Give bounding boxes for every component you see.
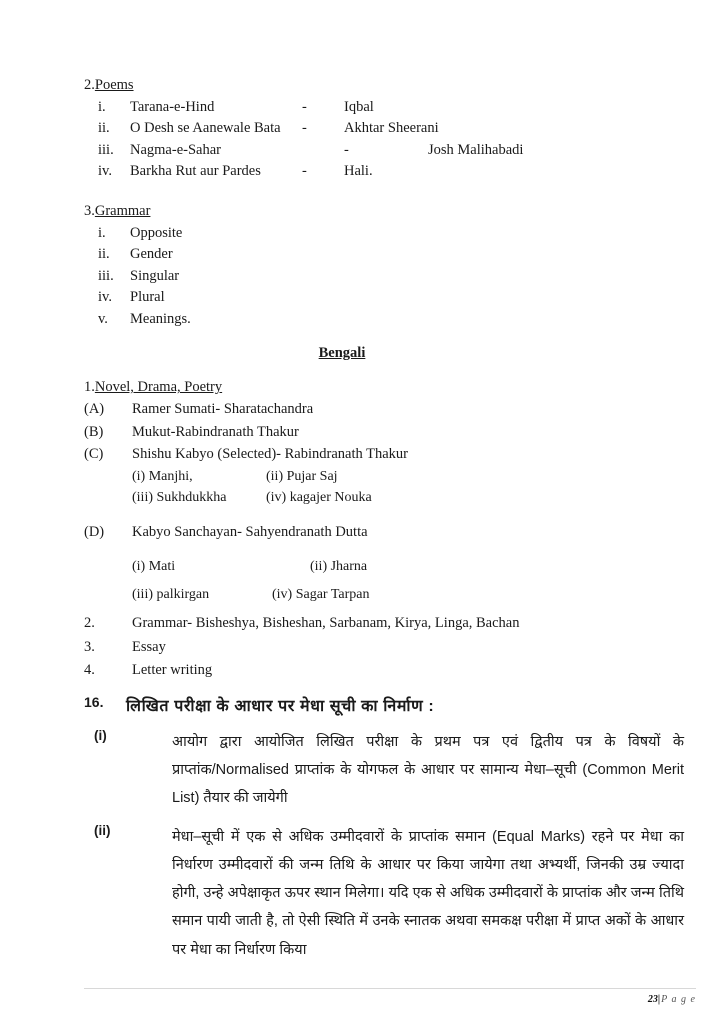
bengali-novel-heading-label: Novel, Drama, Poetry: [94, 379, 223, 396]
poems-item-dash: -: [302, 163, 307, 180]
poems-item-author: Josh Malihabadi: [428, 141, 524, 158]
paragraph-marker: (ii): [94, 822, 111, 838]
bengali-c-subitem-left: (iii) Sukhdukkha: [132, 489, 227, 505]
bengali-d-subitem-right: (iv) Sagar Tarpan: [272, 587, 370, 603]
question-16-number: 16.: [84, 693, 104, 710]
poems-item-number: iii.: [98, 141, 114, 158]
page-footer: [648, 994, 696, 1005]
grammar-list-item: [84, 290, 684, 305]
bengali-work-letter: (A): [84, 401, 105, 418]
bengali-work-item: [84, 425, 684, 440]
poems-list-item: [84, 143, 684, 158]
bengali-work-item-d: [84, 525, 684, 540]
poems-item-dash: -: [344, 141, 349, 158]
grammar-list-item: [84, 226, 684, 241]
poems-item-title: Nagma-e-Sahar: [130, 141, 221, 158]
footer-separator: |: [657, 994, 662, 1005]
grammar-heading-label: Grammar: [94, 202, 151, 219]
grammar-item-number: ii.: [98, 246, 110, 263]
grammar-item-number: iv.: [98, 289, 112, 306]
poems-item-title: Barkha Rut aur Pardes: [130, 163, 261, 180]
paragraph-text: आयोग द्वारा आयोजित लिखित परीक्षा के प्रथम पत्र एवं द्वितीय पत्र के विषयों के प्राप्तांक/Normalised प्राप्तांक के योगफल के आधार पर सामान्य मेधा–सूची (Common Merit List) तैयार की जायेगी: [172, 733, 684, 807]
bengali-c-subitem-row: [84, 470, 684, 484]
bengali-c-subitem-left: (i) Manjhi,: [132, 468, 193, 484]
poems-heading-label: Poems: [94, 77, 134, 93]
bengali-c-subitem-right: (iv) kagajer Nouka: [266, 489, 372, 505]
grammar-item-label: Plural: [130, 289, 165, 306]
grammar-list-item: [84, 312, 684, 327]
poems-item-author: Akhtar Sheerani: [344, 120, 439, 137]
spacer: [84, 333, 684, 346]
bengali-numbered-text: Letter writing: [132, 662, 213, 679]
poems-list: [84, 100, 684, 179]
poems-item-author: Hali.: [344, 163, 373, 180]
bengali-language-heading: Bengali: [318, 345, 366, 362]
spacer: [84, 186, 684, 204]
bengali-numbered-item: [84, 616, 684, 631]
bengali-numbered-number: 2.: [84, 615, 95, 632]
poems-heading-number: 2.: [84, 77, 95, 93]
bengali-c-subitem-right: (ii) Pujar Saj: [266, 468, 338, 484]
spacer: [84, 362, 684, 380]
bengali-work-text: Shishu Kabyo (Selected)- Rabindranath Thakur: [132, 446, 408, 463]
poems-item-dash: -: [302, 120, 307, 137]
poems-item-dash: -: [302, 98, 307, 115]
bengali-d-subitem-right: (ii) Jharna: [310, 559, 368, 575]
poems-list-item: [84, 121, 684, 136]
bengali-numbered-item: [84, 640, 684, 655]
poems-item-number: iv.: [98, 163, 112, 180]
footer-page-number: 23: [647, 994, 658, 1005]
poems-item-number: i.: [98, 98, 106, 115]
grammar-heading: [84, 204, 684, 220]
question-16-paragraph: [84, 728, 684, 813]
grammar-item-label: Gender: [130, 246, 173, 263]
question-16-paragraph: [84, 823, 684, 964]
paragraph-marker: (i): [94, 727, 107, 743]
bengali-work-letter: (B): [84, 423, 104, 440]
spacer: [84, 512, 684, 525]
bengali-numbered-item: [84, 663, 684, 678]
bengali-d-subitem-row: [84, 588, 684, 602]
poems-list-item: [84, 164, 684, 179]
page-content: [84, 78, 684, 974]
grammar-item-number: iii.: [98, 267, 114, 284]
bengali-work-letter: (C): [84, 446, 104, 463]
bengali-novel-heading: [84, 380, 684, 396]
grammar-item-label: Singular: [130, 267, 180, 284]
bengali-d-subitem-row: [84, 560, 684, 574]
bengali-works-list: [84, 402, 684, 462]
paragraph-text: मेधा–सूची में एक से अधिक उम्मीदवारों के प्राप्तांक समान (Equal Marks) रहने पर मेधा का निर्धारण उम्मीदवारों की जन्म तिथि के आधार पर किया जायेगा तथा अभ्यर्थी, जिनकी उम्र ज्यादा होगी, उन्हे अपेक्षाकृत ऊपर स्थान मिलेगा। यदि एक से अधिक उम्मीदवारों के प्राप्तांक और जन्म तिथि समान पायी जाती है, तो ऐसी स्थिति में उनके स्नातक अथवा समकक्ष परीक्षा में प्राप्त अकों के आधार पर मेधा का निर्धारण किया: [172, 828, 684, 958]
poems-item-author: Iqbal: [344, 98, 374, 115]
bengali-work-item: [84, 402, 684, 417]
bengali-work-item: [84, 447, 684, 462]
bengali-work-letter: (D): [84, 523, 105, 540]
grammar-item-number: v.: [98, 310, 108, 327]
bengali-work-text: Ramer Sumati- Sharatachandra: [132, 401, 314, 418]
grammar-item-number: i.: [98, 224, 106, 241]
bengali-numbered-text: Grammar- Bisheshya, Bisheshan, Sarbanam, Kirya, Linga, Bachan: [132, 615, 520, 632]
grammar-heading-number: 3.: [84, 202, 95, 219]
bengali-numbered-number: 3.: [84, 638, 95, 655]
poems-list-item: [84, 100, 684, 115]
question-16-title: लिखित परीक्षा के आधार पर मेधा सूची का निर्माण :: [126, 697, 435, 715]
grammar-item-label: Opposite: [130, 224, 183, 241]
grammar-list: [84, 226, 684, 327]
footer-page-word: P a g e: [661, 994, 696, 1005]
grammar-item-label: Meanings.: [130, 310, 191, 327]
grammar-list-item: [84, 269, 684, 284]
bengali-work-text: Kabyo Sanchayan- Sahyendranath Dutta: [132, 523, 368, 540]
bengali-d-subitem-left: (i) Mati: [132, 559, 176, 575]
bengali-c-subitem-row: [84, 491, 684, 505]
bengali-novel-heading-number: 1.: [84, 379, 95, 396]
bengali-numbered-text: Essay: [132, 638, 166, 655]
poems-item-number: ii.: [98, 120, 110, 137]
poems-item-title: O Desh se Aanewale Bata: [130, 120, 281, 137]
poems-heading: [84, 78, 684, 94]
poems-item-title: Tarana-e-Hind: [130, 98, 215, 115]
bengali-work-text: Mukut-Rabindranath Thakur: [132, 423, 299, 440]
bengali-d-subitem-left: (iii) palkirgan: [132, 587, 210, 603]
bengali-numbered-number: 4.: [84, 662, 95, 679]
grammar-list-item: [84, 247, 684, 262]
footer-divider: [84, 988, 696, 989]
question-16-heading: [84, 694, 684, 716]
